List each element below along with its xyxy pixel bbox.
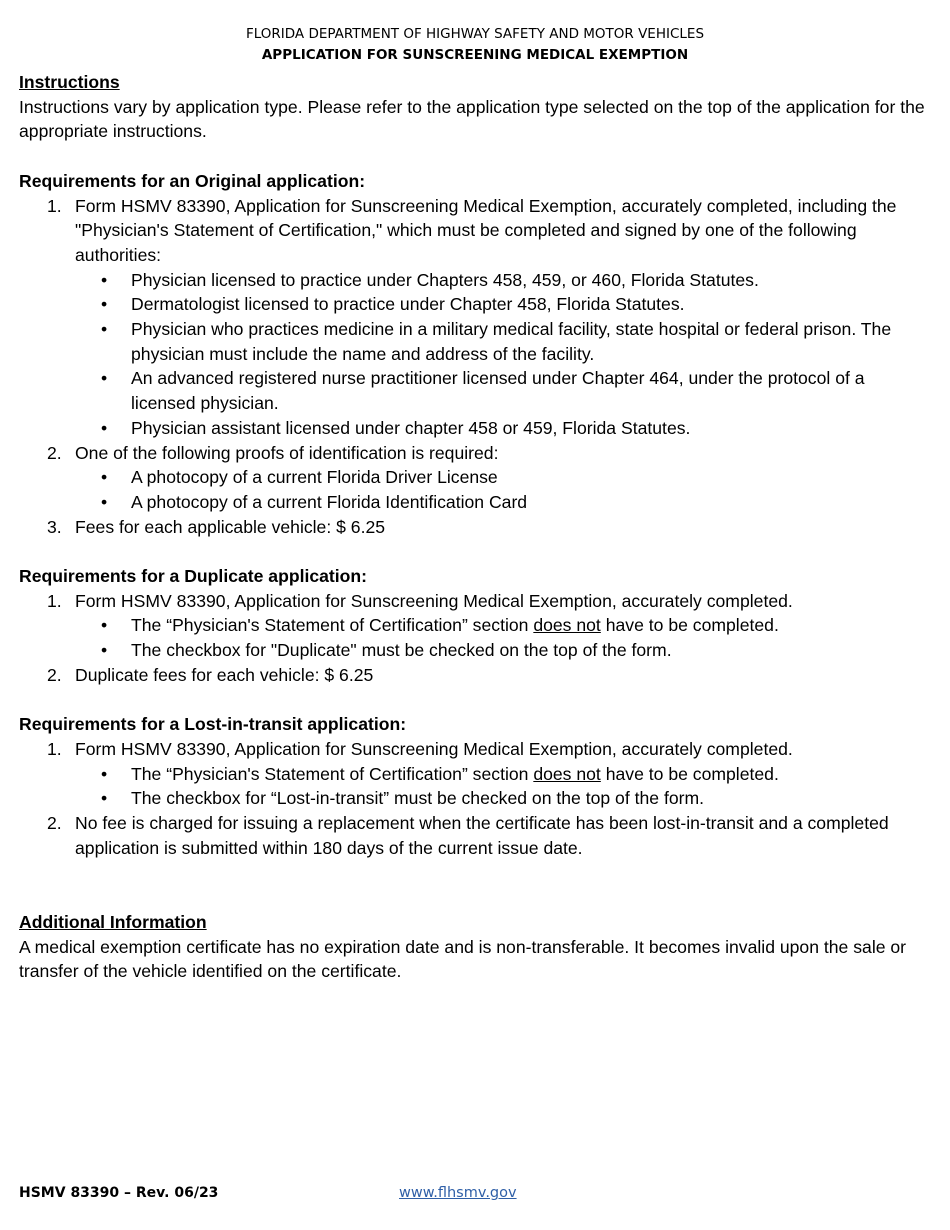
bullet-icon: •	[101, 788, 108, 809]
bullet-icon: •	[101, 615, 108, 636]
instructions-intro: Instructions vary by application type. Please refer to the application type selected on the top of the application for the appropriate instructions.	[19, 96, 925, 142]
bullet-icon: •	[101, 294, 108, 315]
item-text: Form HSMV 83390, Application for Sunscreening Medical Exemption, accurately completed.	[75, 738, 793, 759]
list-item	[19, 811, 931, 860]
item-number: 1.	[47, 738, 62, 759]
list-item	[19, 663, 931, 688]
item-text: No fee is charged for issuing a replacement when the certificate has been lost-in-transit and a completed application is submitted within 180 days of the current issue date.	[75, 813, 889, 858]
list-item	[75, 317, 931, 366]
item-number: 1.	[47, 195, 62, 216]
bullet-icon: •	[101, 417, 108, 438]
authority-list	[75, 268, 931, 441]
item-number: 2.	[47, 442, 62, 463]
item-text: Form HSMV 83390, Application for Sunscreening Medical Exemption, accurately completed.	[75, 590, 793, 611]
bullet-text: The checkbox for "Duplicate" must be checked on the top of the form.	[131, 640, 672, 661]
list-item	[75, 292, 931, 317]
item-number: 2.	[47, 813, 62, 834]
bullet-text: A photocopy of a current Florida Driver License	[131, 467, 498, 488]
additional-info-heading: Additional Information	[19, 911, 207, 932]
bullet-text: Physician assistant licensed under chapter 458 or 459, Florida Statutes.	[131, 417, 691, 438]
list-item	[19, 194, 931, 441]
bullet-text: An advanced registered nurse practitioner licensed under Chapter 464, under the protocol of a licensed physician.	[131, 368, 865, 414]
list-item	[75, 416, 931, 441]
item-number: 3.	[47, 516, 62, 537]
list-item	[75, 786, 931, 811]
additional-info-text: A medical exemption certificate has no expiration date and is non-transferable. It becomes invalid upon the sale or transfer of the vehicle identified on the certificate.	[19, 936, 907, 982]
bullet-icon: •	[101, 269, 108, 290]
bullet-text-post: have to be completed.	[600, 615, 779, 636]
list-item	[75, 490, 931, 515]
bullet-text-post: have to be completed.	[600, 763, 779, 784]
list-item	[19, 589, 931, 663]
agency-name: FLORIDA DEPARTMENT OF HIGHWAY SAFETY AND MOTOR VEHICLES	[245, 26, 705, 42]
website-link[interactable]: www.flhsmv.gov	[399, 1185, 517, 1201]
list-item	[19, 515, 931, 540]
list-item	[75, 638, 931, 663]
id-proof-list	[75, 465, 931, 514]
lost-in-transit-heading: Requirements for a Lost-in-transit application:	[19, 714, 407, 735]
bullet-text: Physician licensed to practice under Chapters 458, 459, or 460, Florida Statutes.	[131, 269, 759, 290]
item-text: Duplicate fees for each vehicle: $ 6.25	[75, 664, 374, 685]
item-number: 2.	[47, 664, 62, 685]
bullet-icon: •	[101, 640, 108, 661]
lost-in-transit-list	[19, 737, 931, 861]
original-list	[19, 194, 931, 540]
list-item	[75, 465, 931, 490]
bullet-text-pre: The “Physician's Statement of Certification” section	[131, 763, 534, 784]
bullet-icon: •	[101, 763, 108, 784]
list-item	[19, 441, 931, 515]
document-body	[19, 70, 931, 984]
bullet-icon: •	[101, 467, 108, 488]
instructions-heading: Instructions	[19, 72, 120, 92]
item-text: One of the following proofs of identification is required:	[75, 442, 499, 463]
emphasis-underlined: does not	[533, 763, 601, 784]
bullet-text: Dermatologist licensed to practice under Chapter 458, Florida Statutes.	[131, 294, 685, 315]
list-item	[19, 737, 931, 811]
duplicate-heading: Requirements for a Duplicate application:	[19, 566, 368, 587]
list-item	[75, 366, 931, 415]
bullet-text: Physician who practices medicine in a military medical facility, state hospital or federal prison. The physician must include the name and address of the facility.	[131, 319, 892, 364]
emphasis-underlined: does not	[533, 615, 601, 636]
bullet-icon: •	[101, 491, 108, 512]
page-header	[0, 24, 950, 66]
bullet-text: A photocopy of a current Florida Identification Card	[131, 491, 528, 512]
list-item	[75, 268, 931, 293]
duplicate-list	[19, 589, 931, 688]
item-text: Fees for each applicable vehicle: $ 6.25	[75, 516, 386, 537]
list-item	[75, 762, 931, 787]
item-text: Form HSMV 83390, Application for Sunscreening Medical Exemption, accurately completed, including the "Physician's Statement of Certification," which must be completed and signed by one of the following authorities:	[75, 195, 897, 265]
bullet-text: The checkbox for “Lost-in-transit” must be checked on the top of the form.	[131, 788, 705, 809]
bullet-text-pre: The “Physician's Statement of Certification” section	[131, 615, 534, 636]
bullet-icon: •	[101, 368, 108, 389]
form-title: APPLICATION FOR SUNSCREENING MEDICAL EXEMPTION	[261, 47, 689, 63]
list-item	[75, 613, 931, 638]
original-heading: Requirements for an Original application:	[19, 170, 366, 191]
item-number: 1.	[47, 590, 62, 611]
bullet-icon: •	[101, 319, 108, 340]
form-revision: HSMV 83390 – Rev. 06/23	[19, 1185, 219, 1201]
